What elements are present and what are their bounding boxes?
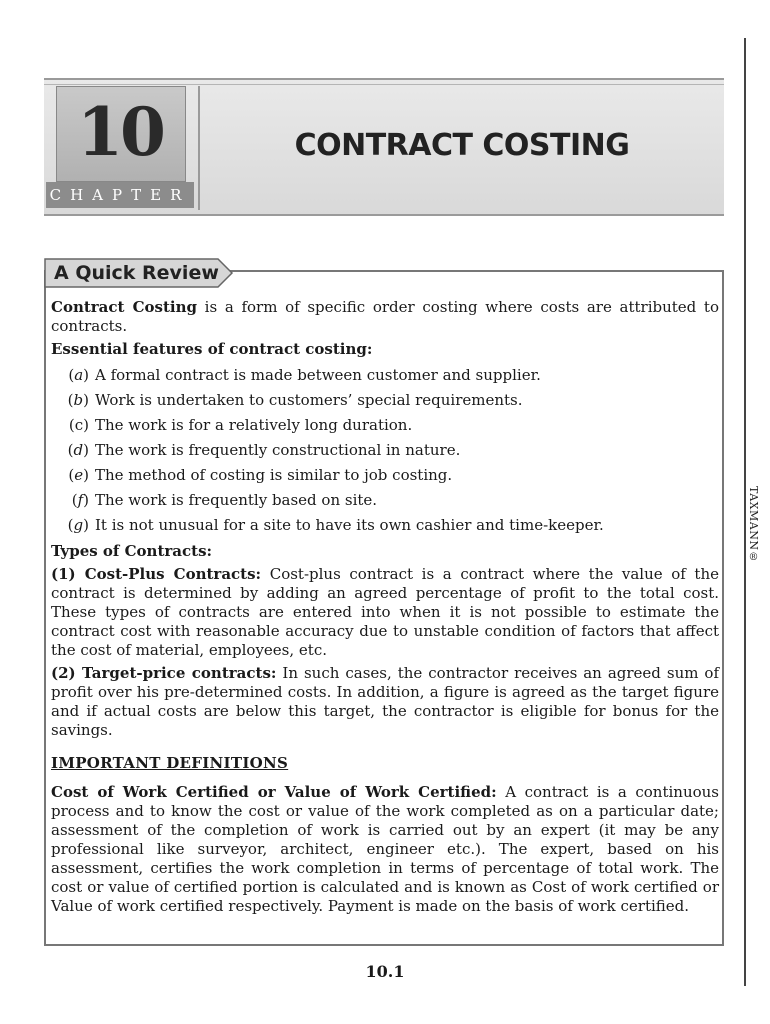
definition-paragraph xyxy=(51,783,719,916)
chapter-label: CHAPTER xyxy=(49,186,191,204)
quick-review-heading: A Quick Review xyxy=(54,262,219,284)
list-marker: (a) xyxy=(68,366,89,384)
registered-mark: ® xyxy=(748,552,759,564)
list-item xyxy=(51,413,719,438)
list-item xyxy=(51,513,719,538)
intro-text: is a form of specific order costing where costs are attributed to contracts. xyxy=(51,298,719,335)
chapter-number: 10 xyxy=(77,93,163,171)
header-inner-rule xyxy=(44,84,724,85)
definition-term: Cost of Work Certified or Value of Work Certified: xyxy=(51,783,497,801)
list-marker: (f) xyxy=(71,491,89,509)
list-item xyxy=(51,388,719,413)
list-item-text: The work is frequently constructional in nature. xyxy=(95,441,461,459)
publisher-brand xyxy=(730,470,760,580)
intro-paragraph xyxy=(51,298,719,336)
list-marker: (d) xyxy=(67,441,89,459)
chapter-title: CONTRACT COSTING xyxy=(294,128,630,163)
list-item-text: The method of costing is similar to job costing. xyxy=(95,466,453,484)
list-item-text: A formal contract is made between customer and supplier. xyxy=(95,366,541,384)
list-item-text: The work is for a relatively long duration. xyxy=(95,416,413,434)
review-content xyxy=(51,298,719,916)
definitions-heading: IMPORTANT DEFINITIONS xyxy=(51,754,289,772)
page-number: 10.1 xyxy=(365,962,405,981)
intro-term: Contract Costing xyxy=(51,298,197,316)
list-marker: (g) xyxy=(67,516,89,534)
list-item xyxy=(51,438,719,463)
target-price-paragraph xyxy=(51,664,719,740)
list-marker: (c) xyxy=(68,416,89,434)
target-price-term: (2) Target-price contracts: xyxy=(51,664,277,682)
list-marker: (b) xyxy=(67,391,89,409)
list-item-text: The work is frequently based on site. xyxy=(95,491,378,509)
features-heading: Essential features of contract costing: xyxy=(51,340,373,358)
list-item xyxy=(51,363,719,388)
features-list xyxy=(51,363,719,538)
list-item xyxy=(51,488,719,513)
cost-plus-term: (1) Cost-Plus Contracts: xyxy=(51,565,262,583)
brand-name: TAXMANN xyxy=(747,486,760,551)
list-item xyxy=(51,463,719,488)
definition-text: A contract is a continuous process and to know the cost or value of the work completed as on a particular date; assessment of the completion of work is carried out by an expert (it may be any professional like surveyor, architect, engineer etc.). The expert, based on his assessment, certifies the work completion in terms of percentage of total work. The cost or value of certified portion is calculated and is known as Cost of work certified or Value of work certified respectively. Payment is made on the basis of work certified. xyxy=(51,783,720,915)
list-item-text: Work is undertaken to customers’ special requirements. xyxy=(95,391,523,409)
types-heading: Types of Contracts: xyxy=(51,542,213,560)
list-marker: (e) xyxy=(68,466,89,484)
list-item-text: It is not unusual for a site to have its own cashier and time-keeper. xyxy=(95,516,604,534)
cost-plus-text: Cost-plus contract is a contract where the value of the contract is determined by adding an agreed percentage of profit to the total cost. These types of contracts are entered into when it is not possible to estimate the contract cost with reasonable accuracy due to unstable condition of factors that affect the cost of material, employees, etc. xyxy=(51,565,719,659)
target-price-text: In such cases, the contractor receives an agreed sum of profit over his pre-determined costs. In addition, a figure is agreed as the target figure and if actual costs are below this target, the contractor is eligible for bonus for the savings. xyxy=(51,664,720,739)
cost-plus-paragraph xyxy=(51,565,719,660)
